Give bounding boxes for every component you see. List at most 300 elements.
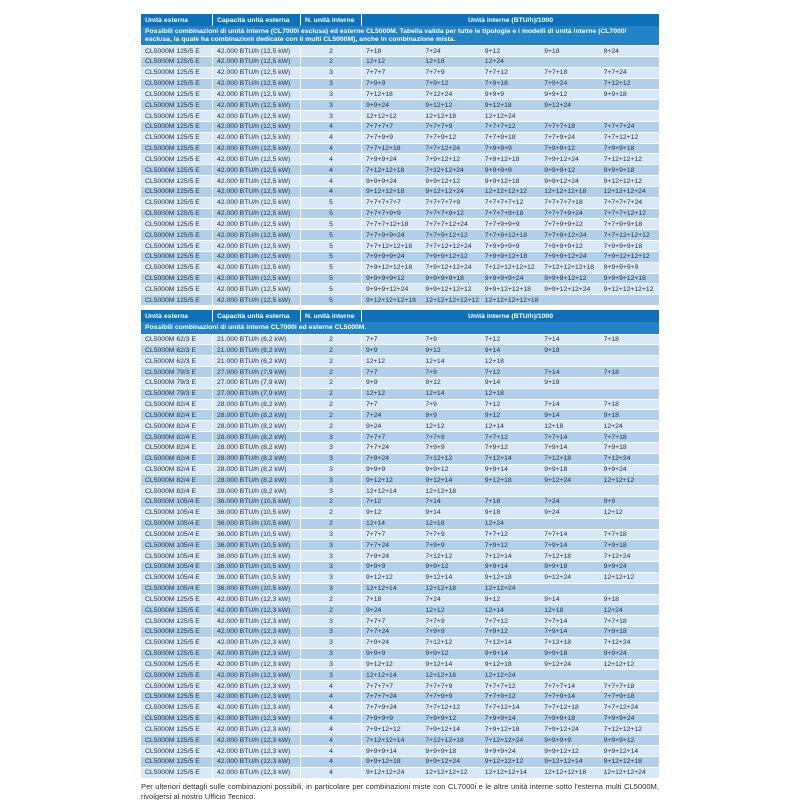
cell-n-units: 5 [301,241,362,251]
cell-combination: 12+12+12+24 [603,188,646,196]
cell-combination: 7+9+12+12+12 [603,253,650,261]
footer-note: Per ulteriori dettagli sulle combinazioni possibili, in particolare per combinazioni miste con CL7000i e le altre unità interne sotto l'esterna multi CL5000M, rivolgersi al nostro Ufficio Tecnico. [141,781,659,800]
cell-combination: 7+7+9+12+18 [484,231,528,239]
cell-model: CL5000M 105/4 E [141,497,213,507]
cell-model: CL5000M 125/5 E [141,57,213,67]
cell-combination: 7+12+14 [484,455,512,463]
cell-model: CL5000M 125/5 E [141,187,213,197]
cell-combination [600,111,659,121]
cell-combination: 7+7+12+18 [366,145,401,153]
cell-n-units: 3 [301,670,362,680]
cell-model: CL5000M 125/5 E [141,724,213,734]
cell-n-units: 2 [301,378,362,388]
cell-model: CL5000M 105/4 E [141,573,213,583]
cell-combination: 9+24 [366,606,382,614]
cell-n-units: 3 [301,100,362,110]
table-row [141,474,659,485]
cell-combination: 7+12 [484,368,501,376]
cell-n-units: 4 [301,176,362,186]
cell-combination: 9+9 [366,379,378,387]
cell-combination: 7+12+24 [603,455,631,463]
table-row [141,388,659,399]
cell-combination: 7+7+7+7 [366,682,394,690]
cell-combination: 7+7+7+12+24 [425,220,468,228]
cell-combination: 9+9+9+12+12 [544,274,587,282]
cell-n-units: 3 [301,530,362,540]
cell-n-units: 4 [301,703,362,713]
cell-combination: 7+12+18 [544,455,572,463]
cell-combination: 7+7+12+12+24 [425,242,472,250]
cell-combination: 7+9+12+18 [484,725,520,733]
table-row [141,626,659,637]
cell-n-units: 3 [301,562,362,572]
cell-combination: 7+18 [603,368,619,376]
cell-n-units: 3 [301,475,362,485]
cell-model: CL5000M 125/5 E [141,165,213,175]
cell-combination: 12+18 [425,520,445,528]
cell-combination: 7+7+7+18 [603,682,635,690]
cell-combination: 7+9+9+18 [603,145,635,153]
cell-combination: 9+9+9 [366,563,386,571]
cell-capacity: 42.000 BTU/h (12,3 kW) [213,681,301,691]
cell-n-units: 5 [301,274,362,284]
cell-model: CL5000M 125/5 E [141,111,213,121]
cell-model: CL5000M 125/5 E [141,230,213,240]
cell-combination: 7+7+7+9+9 [366,210,401,218]
table-row [141,99,659,110]
cell-combination: 7+12 [366,498,382,506]
cell-combination: 7+7+12 [484,69,508,77]
cell-combination: 7+12+12 [425,639,453,647]
cell-combination: 7+7+7+7+12 [484,199,524,207]
cell-combination: 7+12+12+24 [425,166,464,174]
cell-combination: 9+14 [544,595,560,603]
cell-combination: 12+12+12+12+18 [484,296,539,304]
cell-model: CL5000M 125/5 E [141,627,213,637]
cell-capacity: 28.000 BTU/h (8,2 kW) [213,443,301,453]
cell-combination: 12+12+12+12 [484,188,527,196]
cell-capacity: 36.000 BTU/h (10,5 kW) [213,519,301,529]
cell-capacity: 27.000 BTU/h (7,9 kW) [213,378,301,388]
cell-model: CL5000M 79/3 E [141,367,213,377]
cell-model: CL5000M 125/5 E [141,209,213,219]
cell-combination: 9+9+12 [544,90,568,98]
cell-combination: 9+9 [603,498,616,506]
cell-combination: 9+9+12+18 [484,177,520,185]
cell-combination: 7+12 [484,336,501,344]
cell-combination: 9+12+12 [366,660,393,668]
cell-combination: 7+9+9+9+9 [484,242,520,250]
cell-combination: 7+7+12+24 [425,145,460,153]
cell-model: CL5000M 105/4 E [141,551,213,561]
cell-combination: 7+7+18 [603,530,627,538]
cell-model: CL5000M 82/4 E [141,486,213,496]
cell-combination: 12+18 [484,390,504,398]
cell-capacity: 28.000 BTU/h (8,2 kW) [213,486,301,496]
cell-n-units: 3 [301,573,362,583]
cell-model: CL5000M 125/5 E [141,263,213,273]
cell-model: CL5000M 125/5 E [141,176,213,186]
cell-combination: 9+9+9+9+9 [603,264,639,272]
cell-combination: 7+9+18 [603,444,627,452]
table-row [141,355,659,366]
cell-combination: 7+9+24 [366,455,390,463]
cell-combination: 9+14 [484,379,501,387]
cell-combination: 9+9+18 [544,563,568,571]
cell-combination: 7+9+18 [484,80,508,88]
cell-model: CL5000M 125/5 E [141,122,213,132]
cell-combination: 9+9+9 [366,466,386,473]
cell-combination: 9+9+9+9 [544,736,572,744]
table-row [141,561,659,572]
cell-n-units: 4 [301,144,362,154]
cell-capacity: 28.000 BTU/h (8,2 kW) [213,432,301,442]
cell-combination: 9+18 [544,47,560,55]
cell-model: CL5000M 105/4 E [141,540,213,550]
cell-combination: 9+9+24 [603,650,627,658]
cell-combination: 7+9+9+12 [425,715,457,723]
cell-n-units: 3 [301,649,362,659]
cell-model: CL5000M 125/5 E [141,605,213,615]
cell-combination: 7+9+9+18 [544,715,575,723]
cell-combination: 7+7+12+12+12 [603,231,650,239]
cell-capacity: 42.000 BTU/h (12,3 kW) [213,757,301,767]
cell-model: CL5000M 125/5 E [141,284,213,294]
cell-combination: 7+7 [366,336,378,344]
cell-combination: 9+12+12+14 [544,758,583,766]
table-row [141,240,659,251]
column-header-capacita-unita-esterna: Capacità unità esterna [213,310,301,322]
table-row [141,713,659,724]
cell-capacity: 27.000 BTU/h (7,9 kW) [213,389,301,399]
cell-model: CL5000M 125/5 E [141,68,213,78]
table-row [141,153,659,164]
cell-combination: 7+9+9+12+24 [544,253,587,261]
cell-combination: 9+14 [425,509,441,517]
cell-combination: 12+12 [425,422,445,430]
cell-combination: 9+18 [484,509,501,517]
cell-combination: 7+9+12+24 [544,155,579,163]
table-row [141,615,659,626]
cell-model: CL5000M 105/4 E [141,562,213,572]
cell-combination: 7+7+9+9+18 [603,220,643,228]
cell-combination: 7+7+7+12 [484,682,516,690]
cell-capacity: 27.000 BTU/h (7,9 kW) [213,367,301,377]
cell-combination: 9+12+24 [544,574,572,582]
cell-combination: 9+9 [425,411,437,419]
cell-combination: 7+7+9+24 [544,134,575,142]
cell-combination: 9+9+9+9+24 [484,274,524,282]
cell-capacity: 42.000 BTU/h (12,5 kW) [213,219,301,229]
cell-combination: 7+12+14 [484,639,512,647]
cell-combination: 7+7+9+9 [425,693,453,701]
cell-combination: 9+24 [544,509,560,517]
cell-combination: 7+9+12+12 [366,725,401,733]
cell-combination: 7+7 [366,368,378,376]
cell-combination: 7+12+24 [425,90,453,98]
table-row [141,294,659,305]
table-row [141,669,659,680]
cell-combination: 7+9+9+14 [484,715,516,723]
cell-n-units: 2 [301,46,362,56]
cell-combination: 7+7 [366,401,378,409]
cell-capacity: 42.000 BTU/h (12,5 kW) [213,144,301,154]
cell-combination: 12+12+24 [484,671,516,679]
cell-combination: 7+12+12+18 [366,166,405,174]
cell-model: CL5000M 125/5 E [141,660,213,670]
cell-combination: 9+12 [484,411,501,419]
table-row [141,143,659,154]
cell-combination: 7+9 [425,368,437,376]
cell-capacity: 42.000 BTU/h (12,5 kW) [213,111,301,121]
cell-combination: 9+12+12+12 [603,177,642,185]
cell-combination: 7+12+18 [366,90,393,98]
cell-n-units: 4 [301,122,362,132]
cell-combination: 9+12+14 [425,660,453,668]
cell-combination: 9+9+12+24 [425,758,460,766]
cell-combination: 7+9+9 [366,80,386,88]
cell-model: CL5000M 125/5 E [141,252,213,262]
cell-combination [481,486,540,496]
cell-capacity: 42.000 BTU/h (12,5 kW) [213,100,301,110]
table-row [141,756,659,767]
cell-combination [540,389,599,399]
cell-combination: 12+12+12 [603,476,635,484]
cell-capacity: 42.000 BTU/h (12,3 kW) [213,627,301,637]
cell-combination: 9+9+12+14 [603,747,639,755]
cell-model: CL5000M 82/4 E [141,432,213,442]
cell-combination: 7+7+9 [425,69,445,77]
cell-model: CL5000M 62/3 E [141,345,213,355]
table-row [141,399,659,410]
cell-combination: 7+7+7+12+12 [603,210,646,218]
column-header-unita-esterna: Unità esterna [141,14,213,26]
table-row [141,507,659,518]
cell-combination: 9+9+12+12 [544,747,579,755]
cell-combination: 7+12+24 [603,552,631,560]
cell-combination: 9+12+12+24 [366,769,405,777]
cell-combination: 7+9+9+9+18 [603,242,643,250]
cell-capacity: 42.000 BTU/h (12,3 kW) [213,735,301,745]
cell-combination: 7+12+12 [425,455,453,463]
table-row [141,344,659,355]
cell-model: CL5000M 125/5 E [141,154,213,164]
cell-combination: 9+9+14 [484,563,508,571]
cell-capacity: 36.000 BTU/h (10,5 kW) [213,551,301,561]
cell-combination: 9+18 [603,595,619,603]
cell-combination [600,389,659,399]
cell-capacity: 42.000 BTU/h (12,5 kW) [213,295,301,305]
cell-combination: 7+12+12+14 [366,736,405,744]
cell-combination: 12+12+18 [425,585,457,593]
cell-model: CL5000M 125/5 E [141,638,213,648]
cell-combination: 7+9+24 [544,80,568,88]
cell-combination: 7+7+7+7+24 [603,199,643,207]
cell-combination: 9+12+12+18 [366,188,405,196]
cell-n-units: 4 [301,746,362,756]
cell-combination: 7+9+12+18 [484,155,520,163]
cell-model: CL5000M 125/5 E [141,100,213,110]
cell-n-units: 4 [301,714,362,724]
cell-combination: 7+7+7+24 [366,693,397,701]
cell-combination: 12+12+18 [425,487,457,495]
cell-combination: 12+12+14 [366,487,397,495]
cell-combination: 9+18 [544,346,560,354]
cell-combination: 9+9+12 [425,563,449,571]
cell-combination: 12+12+12 [366,112,397,120]
cell-combination: 9+9+9+12 [603,736,635,744]
cell-combination: 9+9+18 [603,90,627,98]
cell-combination: 9+9+14 [484,650,508,658]
cell-combination: 9+12+14 [425,476,453,484]
cell-combination: 12+12+12 [603,660,635,668]
cell-combination: 9+9+12+24 [544,177,579,185]
cell-capacity: 21.000 BTU/h (6,2 kW) [213,335,301,345]
table-row [141,409,659,420]
table-row [141,420,659,431]
table-note: Possibili combinazioni di unità interne CL7000i ed esterne CL5000M. [141,322,659,334]
cell-model: CL5000M 125/5 E [141,714,213,724]
cell-combination: 12+12+18 [425,671,457,679]
cell-capacity: 42.000 BTU/h (12,5 kW) [213,198,301,208]
cell-model: CL5000M 125/5 E [141,79,213,89]
cell-capacity: 28.000 BTU/h (8,2 kW) [213,421,301,431]
cell-combination: 9+9+9+18 [425,747,457,755]
column-header-capacita-unita-esterna: Capacità unità esterna [213,14,301,26]
cell-capacity: 36.000 BTU/h (10,5 kW) [213,497,301,507]
cell-combination: 7+7+9+9+12 [544,220,583,228]
cell-combination: 7+9+9+9+12 [544,242,583,250]
cell-capacity: 42.000 BTU/h (12,5 kW) [213,209,301,219]
cell-combination: 9+12+18 [484,660,512,668]
cell-combination: 12+14 [484,422,504,430]
table-row [141,78,659,89]
cell-combination: 9+9+18 [544,650,568,658]
cell-combination: 7+7+12+12 [425,704,460,712]
cell-combination: 7+12+12+24 [484,736,524,744]
cell-combination: 7+7+7+7+9 [425,199,461,207]
cell-combination: 7+7+7+9 [425,682,453,690]
cell-combination: 9+12+12+12+18 [366,296,416,304]
cell-combination: 7+9+9+9 [366,715,394,723]
cell-combination: 7+7+12+12+18 [366,242,413,250]
cell-combination: 9+12+14 [425,574,453,582]
cell-model: CL5000M 125/5 E [141,757,213,767]
cell-capacity: 42.000 BTU/h (12,5 kW) [213,187,301,197]
table-row [141,186,659,197]
cell-combination: 12+12 [603,509,623,517]
cell-combination: 7+9+9+12 [544,145,575,153]
cell-combination: 9+14 [544,411,560,419]
cell-capacity: 28.000 BTU/h (8,2 kW) [213,400,301,410]
cell-combination: 7+9+18 [603,541,627,549]
cell-combination: 12+24 [484,520,504,528]
cell-model: CL5000M 79/3 E [141,389,213,399]
cell-combination: 9+9+9+9 [484,166,512,174]
cell-combination: 7+9+18 [603,628,627,636]
cell-capacity: 42.000 BTU/h (12,5 kW) [213,241,301,251]
cell-combination: 7+7+7+9+24 [544,210,583,218]
cell-combination: 9+12+24 [544,101,572,109]
cell-capacity: 42.000 BTU/h (12,3 kW) [213,595,301,605]
cell-combination: 12+12+24 [484,112,516,120]
cell-combination: 7+9+9+24 [366,155,397,163]
cell-capacity: 42.000 BTU/h (12,5 kW) [213,176,301,186]
cell-model: CL5000M 125/5 E [141,274,213,284]
table-row [141,464,659,475]
cell-capacity: 42.000 BTU/h (12,5 kW) [213,284,301,294]
table-row [141,175,659,186]
cell-combination: 9+9+24 [603,466,627,473]
cell-n-units: 3 [301,486,362,496]
cell-combination: 7+7+9+9+24 [366,231,405,239]
cell-combination: 7+7+14 [544,617,568,625]
cell-combination: 7+9+12+12+18 [366,264,413,272]
cell-combination: 7+7+9+12 [425,134,457,142]
cell-combination: 9+9 [366,346,378,354]
cell-capacity: 42.000 BTU/h (12,3 kW) [213,605,301,615]
cell-capacity: 42.000 BTU/h (12,5 kW) [213,122,301,132]
cell-n-units: 3 [301,111,362,121]
cell-combination [600,100,659,110]
cell-model: CL5000M 125/5 E [141,616,213,626]
cell-n-units: 2 [301,421,362,431]
cell-combination: 7+18 [366,595,382,603]
table-row [141,583,659,594]
cell-capacity: 42.000 BTU/h (12,3 kW) [213,670,301,680]
cell-capacity: 42.000 BTU/h (12,5 kW) [213,263,301,273]
cell-combination [600,378,659,388]
cell-combination: 9+9+12+12+18 [484,285,531,293]
cell-combination: 7+24 [366,411,382,419]
cell-combination [600,584,659,594]
cell-n-units: 4 [301,724,362,734]
cell-n-units: 4 [301,757,362,767]
cell-model: CL5000M 105/4 E [141,584,213,594]
table-row [141,45,659,56]
cell-n-units: 4 [301,133,362,143]
cell-combination: 12+18 [544,606,564,614]
cell-combination: 7+9+12+14 [425,725,460,733]
cell-model: CL5000M 125/5 E [141,703,213,713]
cell-capacity: 42.000 BTU/h (12,3 kW) [213,616,301,626]
table-row [141,208,659,219]
cell-model: CL5000M 125/5 E [141,219,213,229]
cell-combination: 12+18 [484,357,504,365]
cell-capacity: 42.000 BTU/h (12,5 kW) [213,154,301,164]
cell-n-units: 4 [301,165,362,175]
cell-combination: 7+9+12 [425,80,449,88]
cell-combination: 9+9+12+12+12 [425,285,472,293]
cell-model: CL5000M 125/5 E [141,649,213,659]
table-header-row [141,14,659,26]
cell-combination: 7+18 [484,498,501,506]
cell-combination: 12+14 [425,390,445,398]
cell-capacity: 42.000 BTU/h (12,5 kW) [213,252,301,262]
cell-combination: 9+9+12 [425,650,449,658]
cell-model: CL5000M 79/3 E [141,378,213,388]
cell-combination: 7+12+12+12 [603,155,642,163]
cell-combination: 7+24 [425,47,441,55]
cell-model: CL5000M 62/3 E [141,335,213,345]
cell-combination [600,295,659,305]
cell-capacity: 42.000 BTU/h (12,5 kW) [213,68,301,78]
table-row [141,734,659,745]
cell-n-units: 5 [301,263,362,273]
cell-capacity: 28.000 BTU/h (8,2 kW) [213,475,301,485]
cell-model: CL5000M 82/4 E [141,443,213,453]
cell-combination: 7+7+9+12 [484,693,516,701]
